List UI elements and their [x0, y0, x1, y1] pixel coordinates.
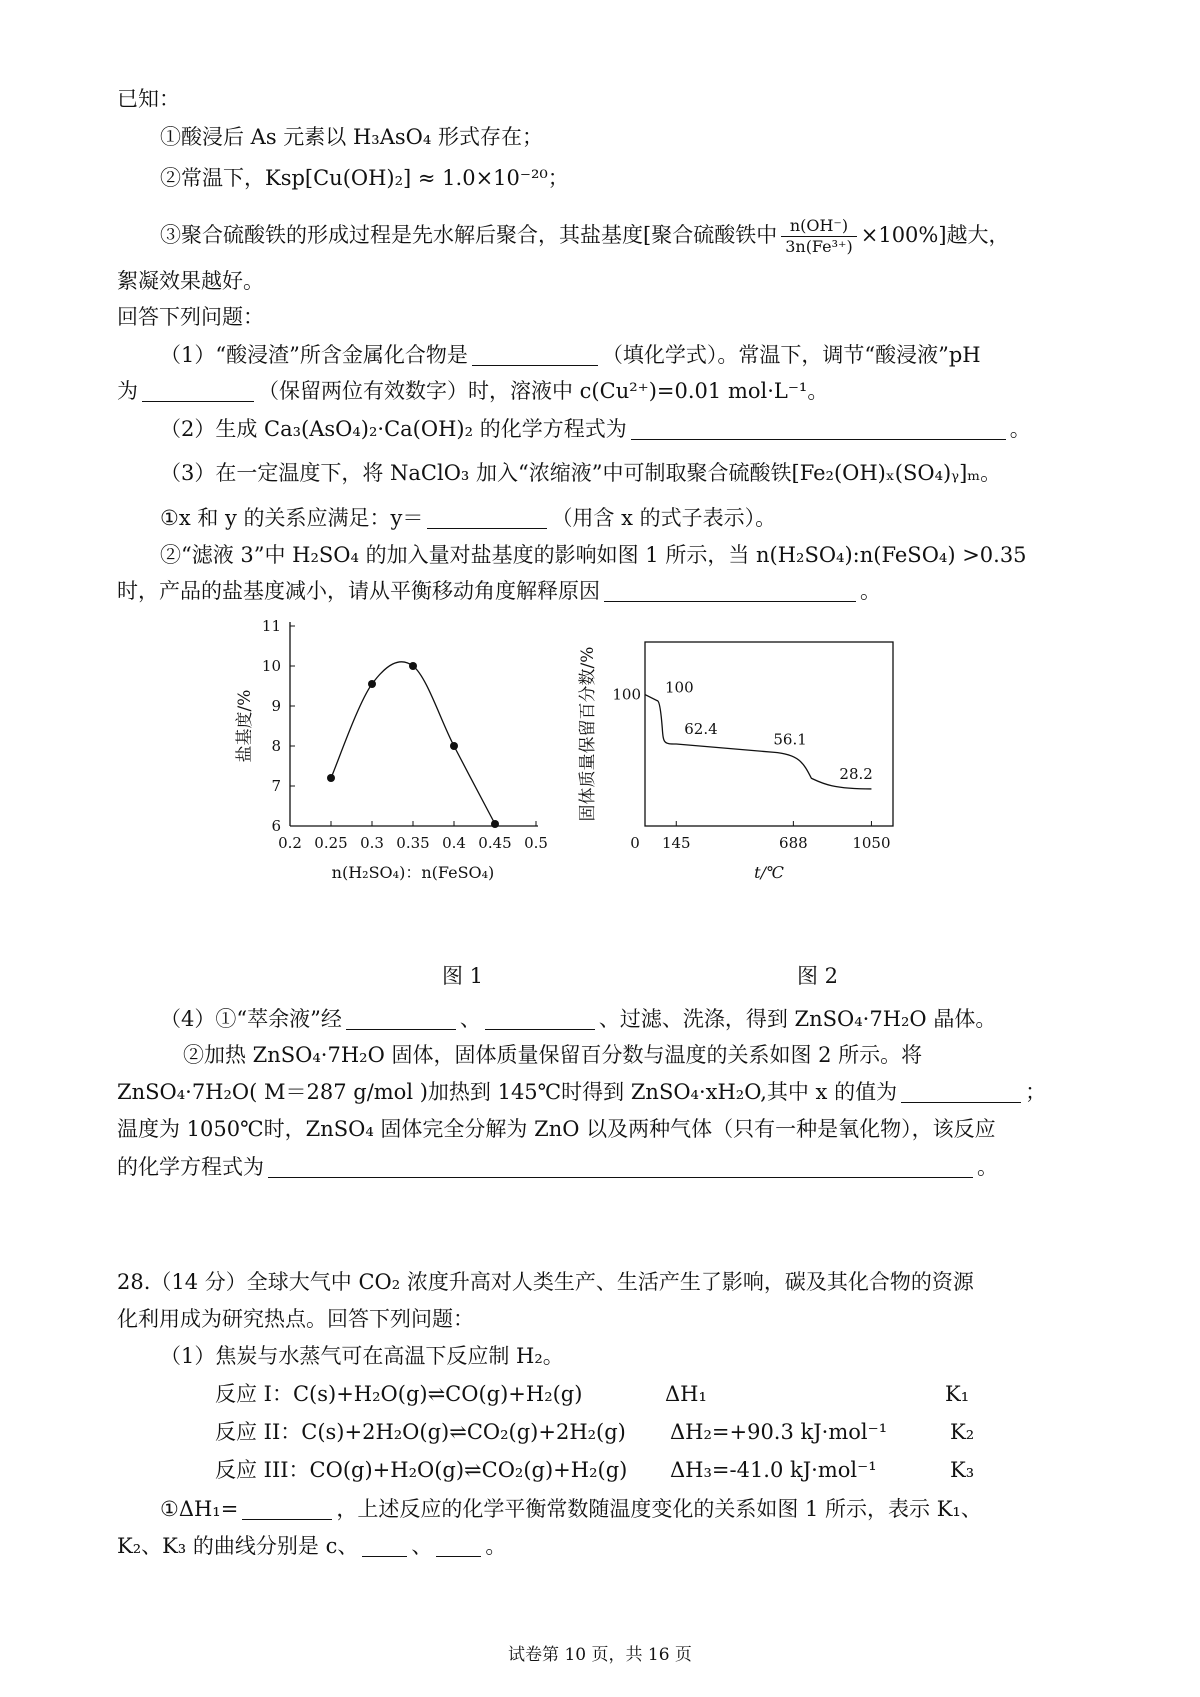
x-tick-label: 0.4 — [442, 834, 466, 852]
answer-blank[interactable] — [346, 1007, 456, 1030]
q4-line-1: （4）①“萃余液”经 、 、过滤、洗涤，得到 ZnSO₄·7H₂O 晶体。 — [160, 1007, 997, 1031]
answer-blank[interactable] — [472, 343, 598, 366]
q3-sub-1: ①x 和 y 的关系应满足：y＝ （用含 x 的式子表示）。 — [160, 506, 777, 530]
x-tick-label: 0.3 — [360, 834, 384, 852]
x-tick-label: 1050 — [852, 834, 891, 852]
y-tick-label: 11 — [261, 617, 281, 635]
q28-line-2: 化利用成为研究热点。回答下列问题： — [117, 1307, 474, 1331]
y-axis-label: 盐基度/% — [235, 689, 255, 763]
basicity-curve — [331, 662, 495, 824]
data-point — [327, 774, 335, 782]
answer-blank[interactable] — [901, 1080, 1021, 1103]
known-title: 已知： — [117, 87, 180, 111]
data-point — [450, 742, 458, 750]
y-tick-label: 100 — [612, 685, 641, 704]
figure-2-caption: 图 2 — [797, 964, 839, 988]
known-item-2: ②常温下，Ksp[Cu(OH)₂] ≈ 1.0×10⁻²⁰； — [160, 166, 569, 190]
q2-line: （2）生成 Ca₃(AsO₄)₂·Ca(OH)₂ 的化学方程式为 。 — [160, 417, 1031, 441]
q28-part-1: （1）焦炭与水蒸气可在高温下反应制 H₂。 — [160, 1344, 564, 1368]
polyferric-sulfate-formula: [Fe₂(OH)ₓ(SO₄)ᵧ]ₘ — [791, 461, 981, 485]
q3-line: （3）在一定温度下，将 NaClO₃ 加入“浓缩液”中可制取聚合硫酸铁[Fe₂(OH)ₓ(SO₄)ᵧ]ₘ。 — [160, 461, 1002, 485]
reaction-2: 反应 II：C(s)+2H₂O(g)⇌CO₂(g)+2H₂(g) ΔH₂=+90.3 kJ·mol⁻¹ K₂ — [215, 1420, 975, 1444]
page-footer: 试卷第 10 页，共 16 页 — [508, 1645, 692, 1665]
x-axis-label: n(H₂SO₄)：n(FeSO₄) — [331, 863, 495, 882]
data-label: 100 — [665, 678, 694, 697]
mass-retention-curve — [645, 695, 871, 789]
q4-line-5: 的化学方程式为 。 — [117, 1155, 998, 1179]
q4-line-2: ②加热 ZnSO₄·7H₂O 固体，固体质量保留百分数与温度的关系如图 2 所示。将 — [183, 1043, 923, 1067]
ksp-expression: Ksp[Cu(OH)₂] ≈ 1.0×10⁻²⁰； — [265, 166, 569, 190]
x-axis-label: t/℃ — [754, 863, 784, 882]
answer-blank[interactable] — [362, 1534, 407, 1557]
answer-blank[interactable] — [485, 1007, 595, 1030]
y-tick-label: 10 — [261, 657, 281, 675]
known-item-3-cont: 絮凝效果越好。 — [117, 269, 264, 293]
data-point — [368, 680, 376, 688]
figure-1-caption: 图 1 — [442, 964, 484, 988]
known-item-3: ③聚合硫酸铁的形成过程是先水解后聚合，其盐基度[聚合硫酸铁中 $\frac{n(OH^-)}{\text{3n(Fe³⁺)}}$ ×100%]越大， — [160, 216, 1010, 256]
x-tick-label: 0.2 — [278, 834, 302, 852]
answer-blank[interactable] — [631, 417, 1006, 440]
q3-sub-2-cont: 时，产品的盐基度减小，请从平衡移动角度解释原因 。 — [117, 579, 881, 603]
basicity-fraction: $\frac{n(OH^-)}{\text{3n(Fe³⁺)}}$ — [781, 216, 857, 257]
answer-blank[interactable] — [242, 1497, 332, 1520]
q4-line-3: ZnSO₄·7H₂O( M＝287 g/mol )加热到 145℃时得到 ZnSO₄·xH₂O,其中 x 的值为 ； — [117, 1080, 1047, 1104]
plot-frame — [645, 642, 893, 826]
x-tick-label: 0.35 — [396, 834, 430, 852]
x-tick-label: 0 — [630, 834, 640, 852]
data-label: 28.2 — [839, 764, 873, 783]
answer-blank[interactable] — [268, 1155, 973, 1178]
data-point — [491, 820, 499, 828]
questions-prompt: 回答下列问题： — [117, 305, 264, 329]
reaction-3: 反应 III：CO(g)+H₂O(g)⇌CO₂(g)+H₂(g) ΔH₃=-41.0 kJ·mol⁻¹ K₃ — [215, 1458, 975, 1482]
q1-line-1: （1）“酸浸渣”所含金属化合物是 （填化学式）。常温下，调节“酸浸液”pH — [160, 343, 981, 367]
answer-blank[interactable] — [427, 506, 547, 529]
known-item-1: ①酸浸后 As 元素以 H₃AsO₄ 形式存在； — [160, 125, 543, 149]
data-label: 56.1 — [773, 730, 807, 749]
y-tick-label: 9 — [271, 697, 281, 715]
q3-sub-2: ②“滤液 3”中 H₂SO₄ 的加入量对盐基度的影响如图 1 所示，当 n(H₂SO₄):n(FeSO₄) >0.35 — [160, 543, 1027, 567]
q28-sub-1-cont: K₂、K₃ 的曲线分别是 c、 、 。 — [117, 1534, 507, 1558]
figure-2-chart — [578, 620, 935, 910]
y-tick-label: 8 — [271, 737, 281, 755]
y-axis-label: 固体质量保留百分数/% — [578, 646, 598, 822]
figure-1-chart — [230, 617, 600, 910]
y-tick-label: 7 — [271, 777, 281, 795]
x-tick-label: 688 — [779, 834, 808, 852]
answer-blank[interactable] — [436, 1534, 481, 1557]
q1-line-2: 为 （保留两位有效数字）时，溶液中 c(Cu²⁺)=0.01 mol·L⁻¹。 — [117, 379, 829, 403]
q28-sub-1: ①ΔH₁= ，上述反应的化学平衡常数随温度变化的关系如图 1 所示，表示 K₁、 — [160, 1497, 982, 1521]
x-tick-label: 0.25 — [314, 834, 348, 852]
reaction-1: 反应 I：C(s)+H₂O(g)⇌CO(g)+H₂(g) ΔH₁ K₁ — [215, 1382, 970, 1406]
q4-line-4: 温度为 1050℃时，ZnSO₄ 固体完全分解为 ZnO 以及两种气体（只有一种是氧化物），该反应 — [117, 1117, 996, 1141]
x-tick-label: 145 — [661, 834, 691, 852]
data-point — [409, 662, 417, 670]
q28-line-1: 28.（14 分）全球大气中 CO₂ 浓度升高对人类生产、生活产生了影响，碳及其化合物的资源 — [117, 1270, 974, 1294]
x-tick-label: 0.45 — [478, 834, 512, 852]
answer-blank[interactable] — [142, 379, 254, 402]
x-tick-label: 0.5 — [524, 834, 548, 852]
data-label: 62.4 — [684, 719, 718, 738]
y-tick-label: 6 — [271, 817, 281, 835]
answer-blank[interactable] — [604, 579, 856, 602]
